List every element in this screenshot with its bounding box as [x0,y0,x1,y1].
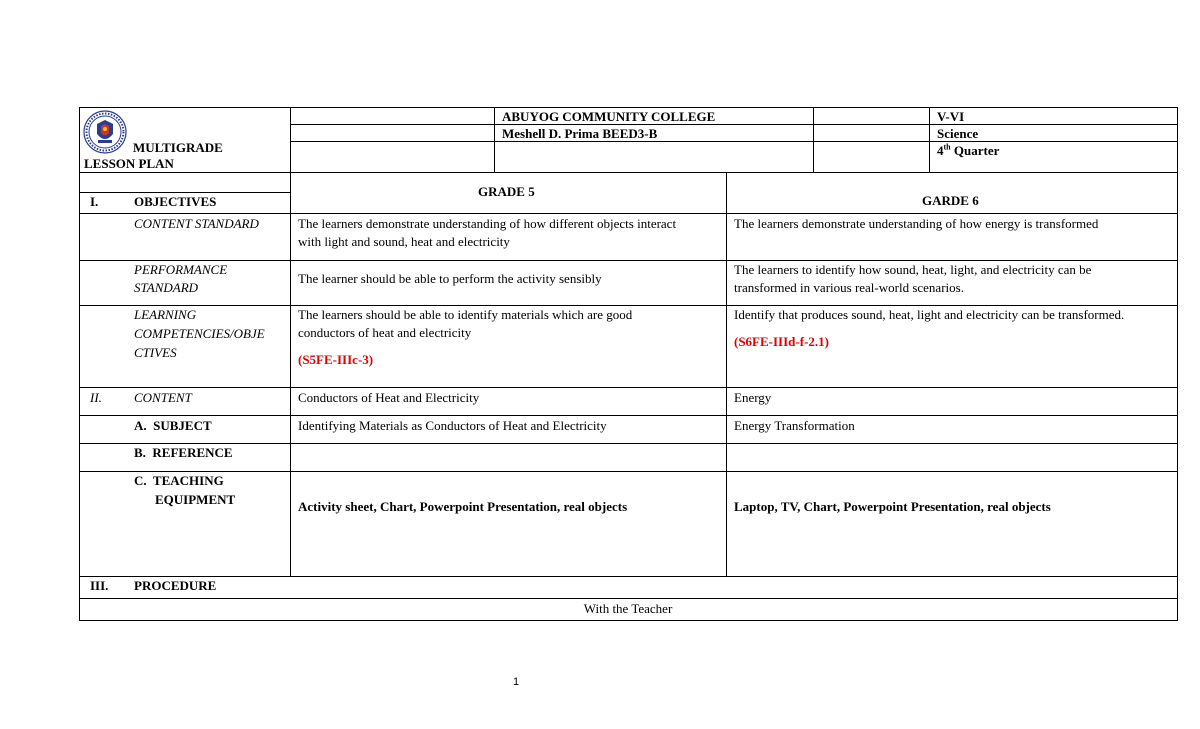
learning-competencies-g6-line1: Identify that produces sound, heat, light and electricity can be transformed. [734,307,1125,322]
quarter-suffix: th [943,142,951,152]
content-standard-g5-line2: with light and sound, heat and electricity [298,234,510,249]
content-g6: Energy [734,390,772,405]
teaching-equipment-label-line1: C. TEACHING [134,473,224,488]
learning-competencies-g5-line2: conductors of heat and electricity [298,325,472,340]
content-standard-label: CONTENT STANDARD [134,216,259,231]
content-standard-g6-line1: The learners demonstrate understanding of how energy is transformed [734,216,1099,231]
doc-type-line2: LESSON PLAN [84,156,174,171]
content-standard-g5-line1: The learners demonstrate understanding of how different objects interact [298,216,677,231]
reference-label: B. REFERENCE [134,445,233,460]
grade-level: V-VI [937,109,965,124]
teaching-equipment-g5: Activity sheet, Chart, Powerpoint Presentation, real objects [298,499,628,514]
grade5-heading: GRADE 5 [478,184,535,199]
deped-seal-logo [83,110,127,154]
content-number: II. [90,390,102,405]
procedure-label: PROCEDURE [134,578,217,593]
learning-competencies-label-line2: COMPETENCIES/OBJE [134,326,265,341]
content-g5: Conductors of Heat and Electricity [298,390,480,405]
objectives-number: I. [90,194,99,209]
performance-standard-label-line1: PERFORMANCE [134,262,228,277]
subject-g5: Identifying Materials as Conductors of Heat and Electricity [298,418,607,433]
quarter [937,142,999,160]
teaching-equipment-g6: Laptop, TV, Chart, Powerpoint Presentation, real objects [734,499,1051,514]
school-name: ABUYOG COMMUNITY COLLEGE [502,109,716,124]
grade6-heading: GARDE 6 [922,193,979,208]
learning-competencies-label-line3: CTIVES [134,345,177,360]
doc-type-line1: MULTIGRADE [133,140,223,155]
learning-competencies-g5-code: (S5FE-IIIc-3) [298,352,374,367]
performance-standard-g6-line2: transformed in various real-world scenarios. [734,280,964,295]
teaching-equipment-label-line2: EQUIPMENT [155,492,236,507]
quarter-label: Quarter [950,143,1000,158]
performance-standard-g6-line1: The learners to identify how sound, heat, light, and electricity can be [734,262,1092,277]
performance-standard-label-line2: STANDARD [134,280,199,295]
content-label: CONTENT [134,390,192,405]
objectives-label: OBJECTIVES [134,194,217,209]
learning-competencies-g6-code: (S6FE-IIId-f-2.1) [734,334,829,349]
with-the-teacher: With the Teacher [583,601,673,616]
learning-competencies-g5-line1: The learners should be able to identify materials which are good [298,307,633,322]
subject-name: Science [937,126,979,141]
procedure-number: III. [90,578,109,593]
performance-standard-g5: The learner should be able to perform the activity sensibly [298,271,602,286]
page-number: 1 [513,676,520,688]
teacher-name: Meshell D. Prima BEED3-B [502,126,658,141]
learning-competencies-label-line1: LEARNING [134,307,197,322]
quarter-number: 4 [937,143,944,158]
subject-label: A. SUBJECT [134,418,212,433]
subject-g6: Energy Transformation [734,418,855,433]
